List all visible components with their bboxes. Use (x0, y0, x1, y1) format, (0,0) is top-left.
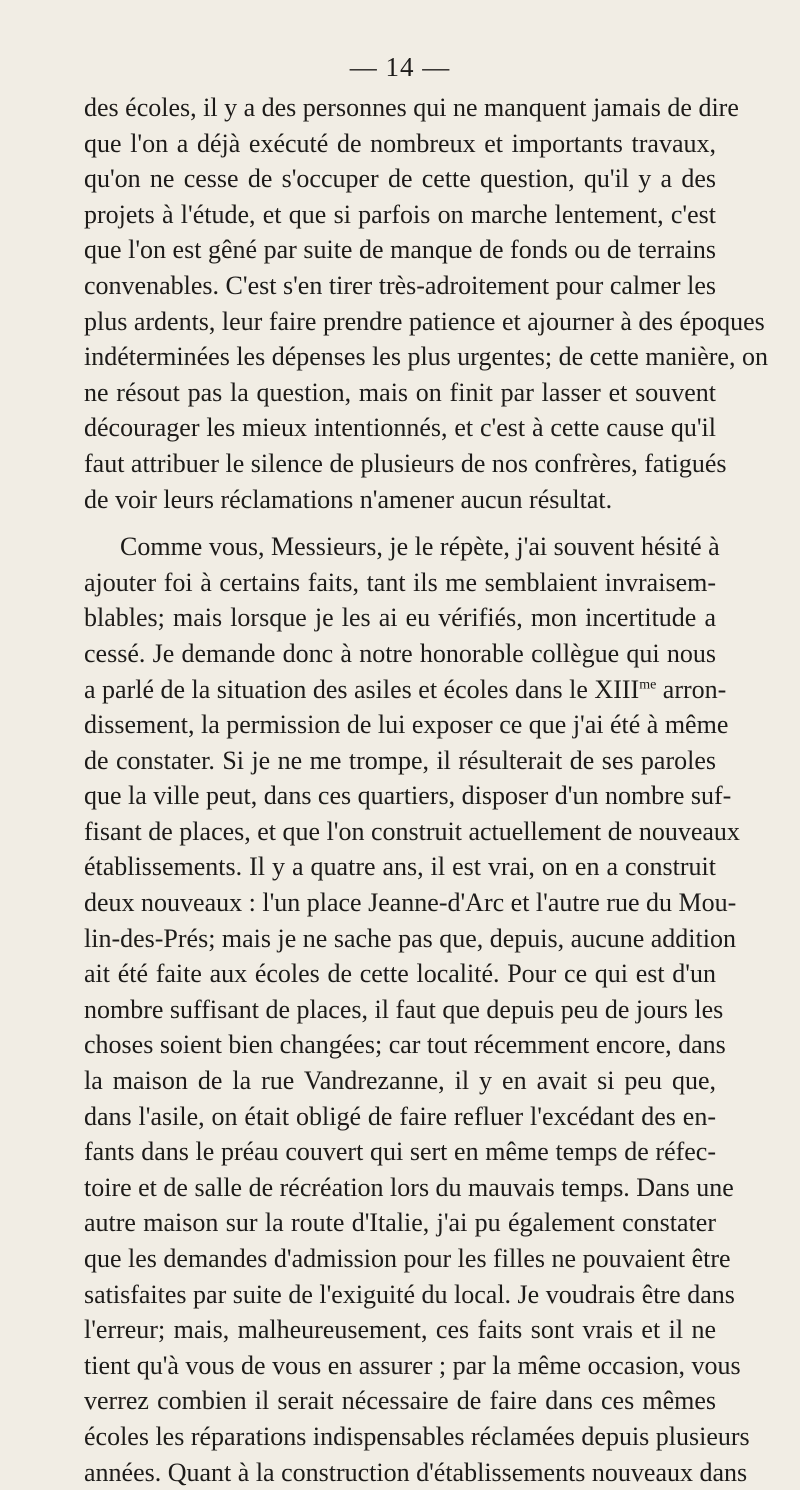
text-line (84, 672, 727, 708)
text-line: que l'on est gêné par suite de manque de fonds ou de terrains (84, 235, 716, 265)
text-line: blables; mais lorsque je les ai eu vérifiés, mon incertitude a (84, 603, 716, 633)
text-line: toire et de salle de récréation lors du mauvais temps. Dans une (84, 1172, 734, 1202)
text-line: deux nouveaux : l'un place Jeanne-d'Arc et l'autre rue du Mou- (84, 888, 737, 918)
text-line: décourager les mieux intentionnés, et c'est à cette cause qu'il (84, 413, 716, 443)
text-segment: a parlé de la situation des asiles et écoles dans le XIII (84, 674, 640, 704)
page-number: — 14 — (349, 52, 451, 82)
text-line: convenables. C'est s'en tirer très-adroitement pour calmer les (84, 270, 716, 300)
text-line: Comme vous, Messieurs, je le répète, j'ai souvent hésité à (120, 532, 720, 562)
text-line: que la ville peut, dans ces quartiers, disposer d'un nombre suf- (84, 781, 732, 811)
text-line: fisant de places, et que l'on construit actuellement de nouveaux (84, 816, 740, 846)
text-line: indéterminées les dépenses les plus urgentes; de cette manière, on (84, 342, 768, 372)
text-line: la maison de la rue Vandrezanne, il y en avait si peu que, (84, 1066, 716, 1096)
text-line: de voir leurs réclamations n'amener aucun résultat. (84, 484, 613, 514)
text-line: l'erreur; mais, malheureusement, ces faits sont vrais et il ne (84, 1315, 716, 1345)
text-line: faut attribuer le silence de plusieurs de nos confrères, fatigués (84, 448, 727, 478)
text-line: des écoles, il y a des personnes qui ne manquent jamais de dire (84, 93, 739, 122)
text-line: tient qu'à vous de vous en assurer ; par la même occasion, vous (84, 1350, 741, 1380)
text-line: de constater. Si je ne me trompe, il résulterait de ses paroles (84, 745, 716, 775)
text-line: nombre suffisant de places, il faut que depuis peu de jours les (84, 994, 724, 1024)
paragraph-1 (84, 90, 768, 517)
text-line: autre maison sur la route d'Italie, j'ai pu également constater (84, 1208, 716, 1238)
text-line: ajouter foi à certains faits, tant ils me semblaient invraisem- (84, 567, 716, 597)
text-line: satisfaites par suite de l'exiguité du local. Je voudrais être dans (84, 1279, 735, 1309)
text-line: fants dans le préau couvert qui sert en même temps de réfec- (84, 1137, 716, 1167)
text-line: écoles les réparations indispensables réclamées depuis plusieurs (84, 1421, 750, 1451)
text-line: établissements. Il y a quatre ans, il est vrai, on en a construit (84, 852, 716, 882)
paragraph-2 (84, 529, 750, 1490)
text-segment: arron- (656, 674, 727, 704)
text-line: ne résout pas la question, mais on finit par lasser et souvent (84, 377, 716, 407)
text-line: projets à l'étude, et que si parfois on marche lentement, c'est (84, 199, 716, 229)
text-line: ait été faite aux écoles de cette localité. Pour ce qui est d'un (84, 959, 716, 989)
text-line: cessé. Je demande donc à notre honorable collègue qui nous (84, 638, 716, 668)
text-line: années. Quant à la construction d'établissements nouveaux dans (84, 1457, 748, 1487)
text-line: verrez combien il serait nécessaire de faire dans ces mêmes (84, 1386, 716, 1416)
text-line: dissement, la permission de lui exposer ce que j'ai été à même (84, 710, 729, 740)
superscript: me (639, 676, 657, 692)
text-line: plus ardents, leur faire prendre patience et ajourner à des époques (84, 306, 765, 336)
text-line: lin-des-Prés; mais je ne sache pas que, depuis, aucune addition (84, 923, 736, 953)
text-line: choses soient bien changées; car tout récemment encore, dans (84, 1030, 726, 1060)
text-line: que les demandes d'admission pour les filles ne pouvaient être (84, 1244, 731, 1273)
text-line: que l'on a déjà exécuté de nombreux et importants travaux, (84, 128, 716, 158)
text-line: qu'on ne cesse de s'occuper de cette question, qu'il y a des (84, 164, 716, 194)
text-line: dans l'asile, on était obligé de faire refluer l'excédant des en- (84, 1101, 716, 1131)
